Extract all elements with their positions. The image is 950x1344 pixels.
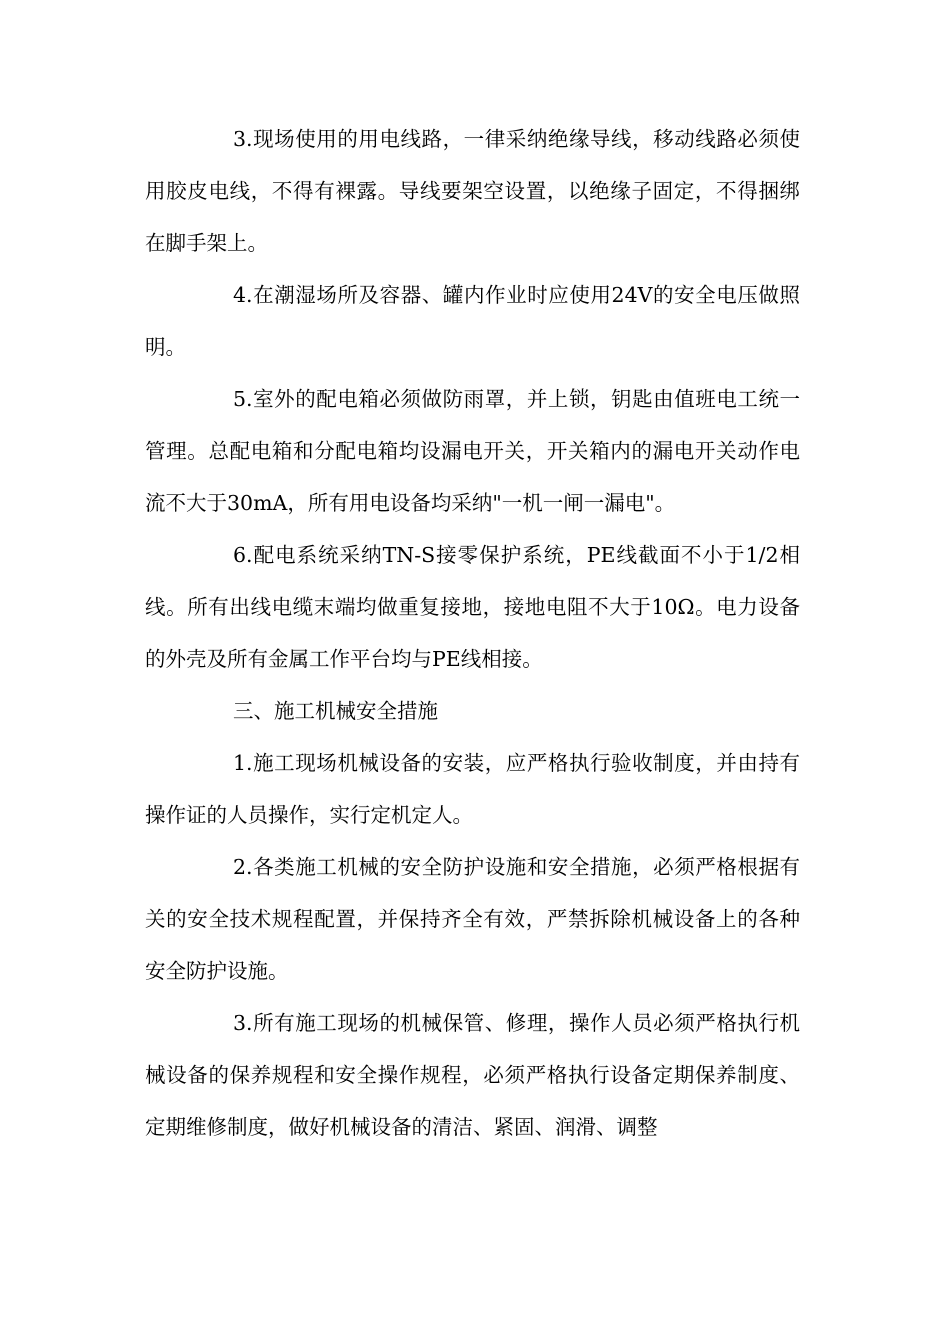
- paragraph-protective-facilities: 2.各类施工机械的安全防护设施和安全措施，必须严格根据有关的安全技术规程配置，并保持齐全有效，严禁拆除机械设备上的各种安全防护设施。: [145, 855, 800, 983]
- paragraph-distribution-box: 5.室外的配电箱必须做防雨罩，并上锁，钥匙由值班电工统一管理。总配电箱和分配电箱均设漏电开关，开关箱内的漏电开关动作电流不大于30mA，所有用电设备均采纳"一机一闸一漏电"。: [145, 387, 800, 515]
- paragraph-machine-installation: 1.施工现场机械设备的安装，应严格执行验收制度，并由持有操作证的人员操作，实行定机定人。: [145, 751, 800, 827]
- section-heading-machinery-safety: 三、施工机械安全措施: [233, 699, 438, 723]
- paragraph-grounding-system: 6.配电系统采纳TN-S接零保护系统，PE线截面不小于1/2相线。所有出线电缆末端均做重复接地，接地电阻不大于10Ω。电力设备的外壳及所有金属工作平台均与PE线相接。: [145, 543, 800, 671]
- paragraph-maintenance-rules: 3.所有施工现场的机械保管、修理，操作人员必须严格执行机械设备的保养规程和安全操作规程，必须严格执行设备定期保养制度、定期维修制度，做好机械设备的清洁、紧固、润滑、调整: [145, 1011, 800, 1139]
- paragraph-safety-voltage: 4.在潮湿场所及容器、罐内作业时应使用24V的安全电压做照明。: [145, 283, 800, 359]
- document-body: [145, 113, 800, 1153]
- paragraph-electrical-wiring: 3.现场使用的用电线路，一律采纳绝缘导线，移动线路必须使用胶皮电线，不得有裸露。导线要架空设置，以绝缘子固定，不得捆绑在脚手架上。: [145, 127, 800, 255]
